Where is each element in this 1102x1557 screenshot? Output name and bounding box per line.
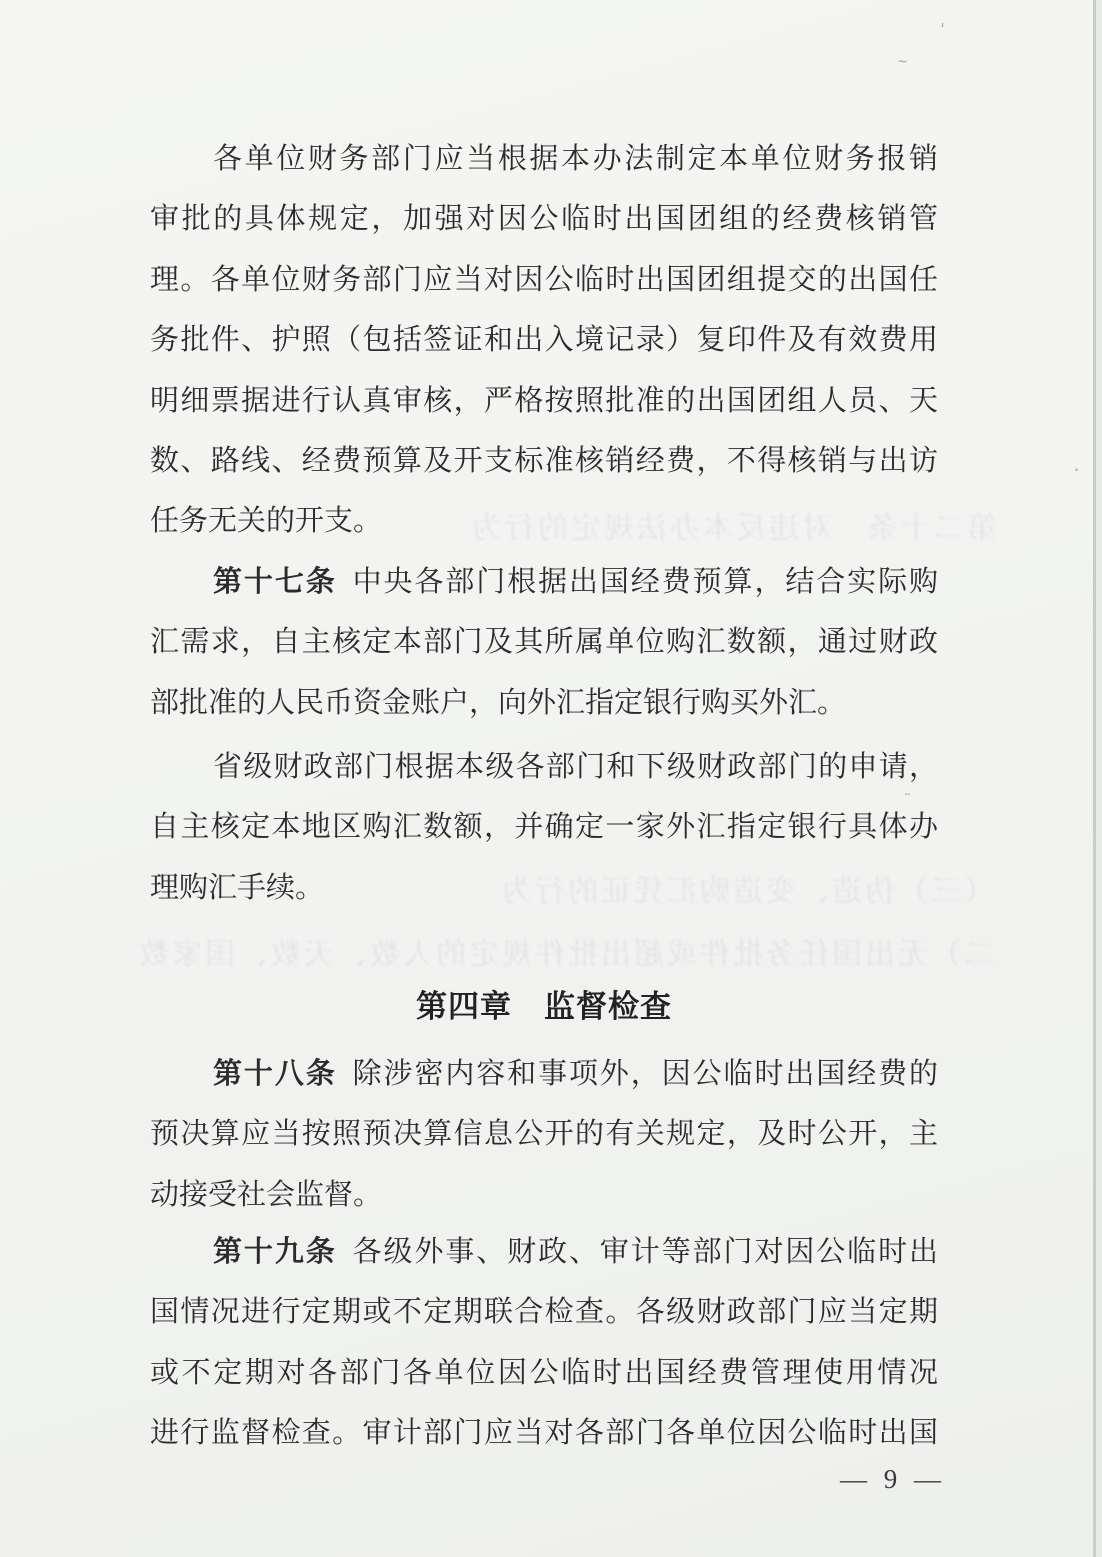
text-line <box>150 1343 938 1403</box>
text-line <box>150 673 938 733</box>
text-line <box>150 1104 938 1164</box>
text-line <box>150 1403 938 1463</box>
line-text: 国情况进行定期或不定期联合检查。各级财政部门应当定期 <box>150 1296 938 1329</box>
line-text: 预决算应当按照预决算信息公开的有关规定，及时公开，主 <box>150 1118 938 1151</box>
text-line <box>150 250 938 310</box>
text-line <box>150 1282 938 1342</box>
line-text: 各级外事、财政、审计等部门对因公临时出 <box>352 1236 938 1268</box>
scan-background-strip <box>1096 0 1102 1557</box>
line-text: 明细票据进行认真审核，严格按照批准的出国团组人员、天 <box>150 384 938 417</box>
scan-speck: ' <box>938 20 948 38</box>
page-number: — 9 — <box>840 1464 946 1494</box>
line-text: 省级财政部门根据本级各部门和下级财政部门的申请， <box>213 751 938 783</box>
article-number: 第十八条 <box>213 1058 337 1090</box>
bleedthrough-text: （三）伪造、变造购汇凭证的行为 <box>499 875 994 908</box>
text-line <box>150 371 938 431</box>
line-text: 自主核定本地区购汇数额，并确定一家外汇指定银行具体办 <box>150 811 938 844</box>
scan-speck: ¨ <box>903 791 913 809</box>
text-line <box>150 612 938 672</box>
text-line <box>150 431 938 491</box>
text-line <box>150 1165 938 1225</box>
line-text: 理购汇手续。 <box>150 871 325 904</box>
text-line <box>150 797 938 857</box>
line-text: 理。各单位财务部门应当对因公临时出国团组提交的出国任 <box>150 263 938 296</box>
text-line <box>150 189 938 249</box>
line-text: 进行监督检查。审计部门应当对各部门各单位因公临时出国 <box>150 1417 938 1450</box>
line-text: 或不定期对各部门各单位因公临时出国经费管理使用情况 <box>150 1356 938 1389</box>
paragraph-finance-audit <box>150 129 938 552</box>
line-text: 数、路线、经费预算及开支标准核销经费，不得核销与出访 <box>150 445 938 478</box>
text-line <box>150 737 938 797</box>
line-text: 务批件、护照（包括签证和出入境记录）复印件及有效费用 <box>150 324 938 357</box>
line-text: 中央各部门根据出国经费预算，结合实际购 <box>352 566 938 598</box>
scan-speck: · <box>1072 461 1082 479</box>
text-line <box>150 552 938 612</box>
paragraph-article-17 <box>150 552 938 733</box>
line-text: 任务无关的开支。 <box>150 505 383 538</box>
line-text: 各单位财务部门应当根据本办法制定本单位财务报销 <box>213 143 938 175</box>
line-text: 汇需求，自主核定本部门及其所属单位购汇数额，通过财政 <box>150 626 938 659</box>
scan-speck: ~ <box>898 52 908 70</box>
line-text: 部批准的人民币资金账户，向外汇指定银行购买外汇。 <box>150 686 847 719</box>
bleedthrough-text: 第二十条 对违反本办法规定的行为 <box>469 512 997 545</box>
line-text: 除涉密内容和事项外，因公临时出国经费的 <box>352 1058 938 1090</box>
text-line <box>150 310 938 370</box>
text-line <box>150 129 938 189</box>
article-number: 第十七条 <box>213 566 337 598</box>
chapter-4-heading: 第四章 监督检查 <box>416 989 672 1024</box>
page-edge-line <box>1093 0 1096 1557</box>
paragraph-article-18 <box>150 1044 938 1225</box>
text-line <box>150 1044 938 1104</box>
article-number: 第十九条 <box>213 1236 337 1268</box>
line-text: 审批的具体规定，加强对因公临时出国团组的经费核销管 <box>150 203 938 236</box>
bleedthrough-text: 二）无出国任务批件或超出批件规定的人数、天数、国家数 <box>136 938 994 971</box>
line-text: 动接受社会监督。 <box>150 1178 383 1211</box>
text-line <box>150 1222 938 1282</box>
paragraph-article-19 <box>150 1222 938 1464</box>
